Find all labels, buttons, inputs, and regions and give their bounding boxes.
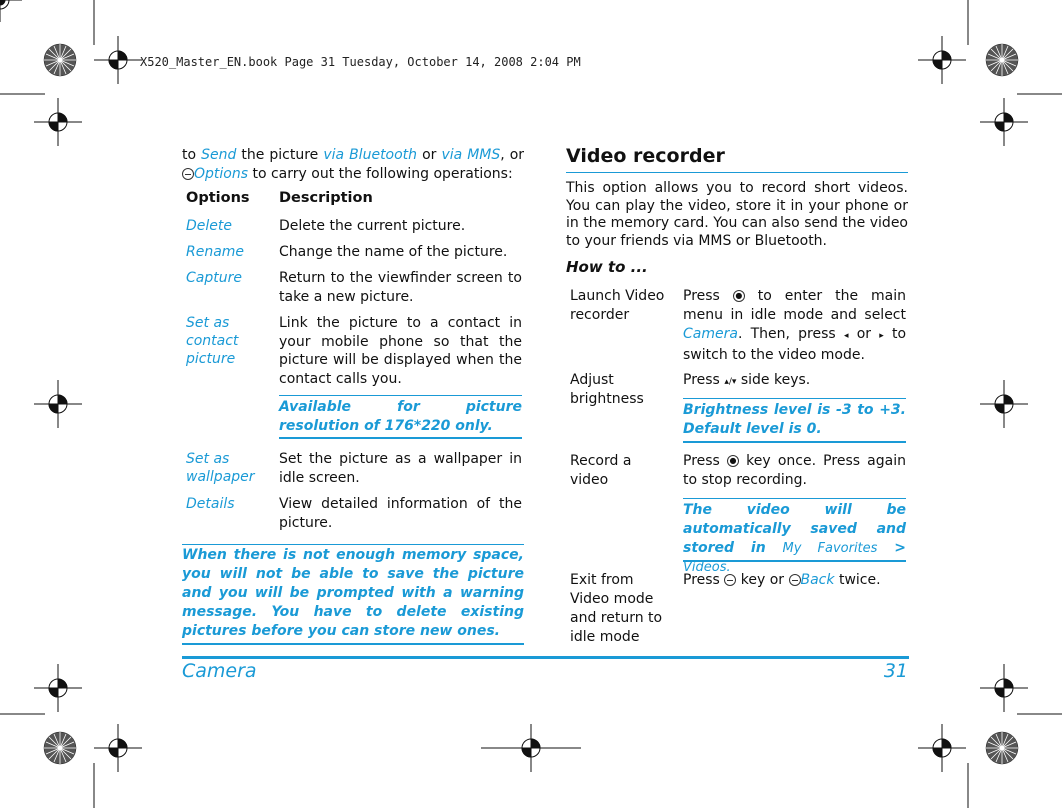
title-rule <box>566 172 908 173</box>
send-label: Send <box>201 147 237 163</box>
note-rule <box>683 498 906 499</box>
softkey-icon <box>182 168 194 180</box>
option-desc: Return to the viewfinder screen to take a new picture. <box>279 270 522 305</box>
video-intro: This option allows you to record short videos. You can play the video, store it in your phone or in the memory card. You can also send the video to your friends via MMS or Bluetooth. <box>566 180 908 249</box>
note-rule <box>279 395 522 396</box>
step-note: Brightness level is -3 to +3. Default level is 0. <box>683 402 906 437</box>
step-text: or <box>856 326 872 342</box>
intro-text: the picture <box>241 147 319 163</box>
intro-text: or <box>422 147 437 163</box>
ok-key-icon: ● <box>727 455 739 467</box>
step-text: to enter the main menu in idle mode and select <box>683 288 907 323</box>
option-name: Set as contact picture <box>186 315 239 367</box>
footer-rule <box>182 656 909 659</box>
left-column <box>182 146 524 184</box>
step-text: Press <box>683 572 720 588</box>
step-text: key once. Press again to stop recording. <box>683 453 906 488</box>
memory-warning: When there is not enough memory space, you will not be able to save the picture and you will be prompted with a warning message. You have to delete existing pictures before you can store new ones. <box>182 547 524 639</box>
how-to-table <box>566 287 911 657</box>
via-mms-label: via MMS <box>441 147 501 163</box>
step-text: . Then, press <box>737 326 836 342</box>
options-table <box>182 190 524 650</box>
options-label: Options <box>194 166 249 182</box>
option-desc: Delete the current picture. <box>279 218 466 234</box>
option-name: Set as wallpaper <box>186 451 255 485</box>
option-name: Capture <box>186 270 242 286</box>
step-desc <box>683 452 906 490</box>
option-name: Delete <box>186 218 232 234</box>
via-bluetooth-label: via Bluetooth <box>323 147 418 163</box>
step-note <box>683 501 906 577</box>
how-to-heading: How to ... <box>566 258 648 276</box>
back-label: Back <box>800 572 835 588</box>
step-text: key or <box>740 572 785 588</box>
step-name: Record a video <box>570 453 632 488</box>
step-text: Press <box>683 372 720 388</box>
step-text: twice. <box>838 572 881 588</box>
camera-label: Camera <box>683 326 738 342</box>
left-key-icon: ◂ <box>843 331 849 341</box>
step-text: Press <box>683 453 720 469</box>
table-header-description: Description <box>279 190 373 206</box>
step-text: to switch to the video mode. <box>683 326 907 363</box>
step-desc <box>683 571 906 590</box>
note-text: The video will be automatically saved and stored in <box>683 502 906 556</box>
note-rule <box>683 441 906 443</box>
note-text: > <box>894 540 907 556</box>
right-key-icon: ▸ <box>879 331 884 341</box>
option-desc: View detailed information of the picture. <box>279 496 522 531</box>
ok-key-icon: ● <box>733 290 745 302</box>
intro-text: to carry out the following operations: <box>252 166 513 182</box>
warning-rule <box>182 643 524 645</box>
step-text: Press <box>683 288 720 304</box>
intro-text: , or <box>500 147 525 163</box>
step-text: side keys. <box>740 372 811 388</box>
page-number: 31 <box>883 660 908 682</box>
option-desc: Set the picture as a wallpaper in idle screen. <box>279 451 522 486</box>
step-name: Launch Video recorder <box>570 288 665 323</box>
note-rule <box>279 437 522 439</box>
intro-text: to <box>182 147 197 163</box>
print-header: X520_Master_EN.book Page 31 Tuesday, October 14, 2008 2:04 PM <box>140 55 581 69</box>
left-intro <box>182 146 524 184</box>
step-desc <box>683 287 906 365</box>
step-desc <box>683 371 906 392</box>
option-desc: Change the name of the picture. <box>279 244 508 260</box>
my-favorites-label: My Favorites <box>782 541 878 556</box>
option-desc: Link the picture to a contact in your mobile phone so that the picture will be displayed when the contact calls you. <box>279 315 522 387</box>
softkey-icon <box>789 574 801 586</box>
option-note: Available for picture resolution of 176*220 only. <box>279 399 522 434</box>
warning-rule <box>182 544 524 545</box>
videos-label: Videos. <box>683 560 731 575</box>
up-down-key-icon: ▴/▾ <box>724 377 737 387</box>
option-name: Details <box>186 496 235 512</box>
note-rule <box>683 560 906 562</box>
table-header-options: Options <box>186 190 250 206</box>
section-title: Video recorder <box>566 145 725 167</box>
note-rule <box>683 398 906 399</box>
option-name: Rename <box>186 244 245 260</box>
step-name: Adjust brightness <box>570 372 644 407</box>
footer-section: Camera <box>182 660 257 682</box>
end-key-icon <box>724 574 736 586</box>
step-name: Exit from Video mode and return to idle mode <box>570 572 663 645</box>
